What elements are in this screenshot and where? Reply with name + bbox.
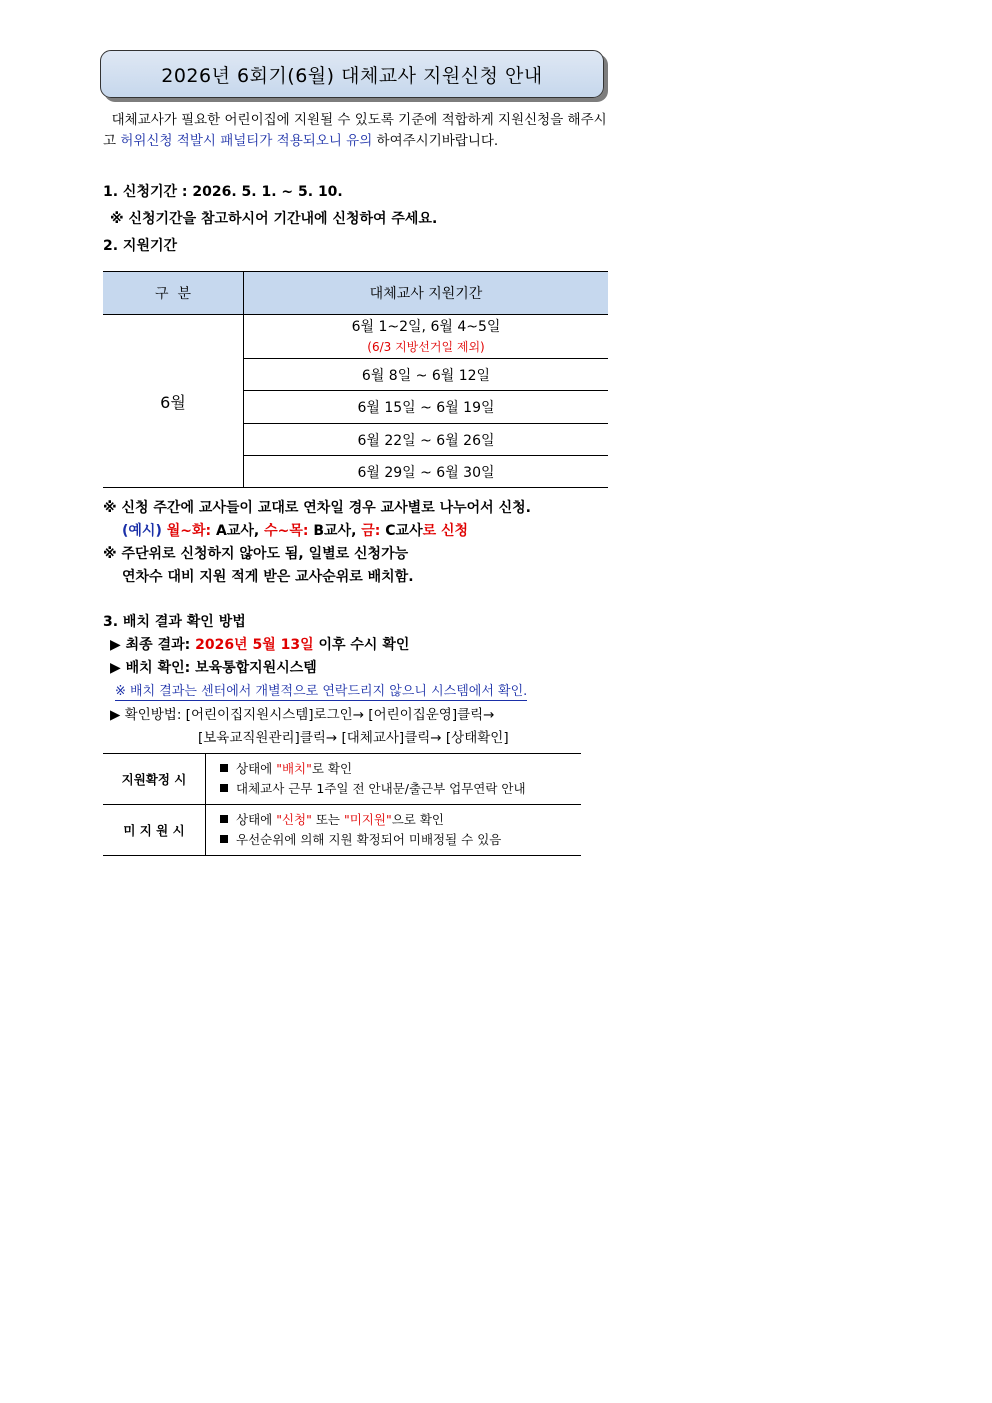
section2-heading: 2. 지원기간 <box>103 238 178 254</box>
support-period-table <box>103 271 608 488</box>
status-label-unsupported: 미 지 원 시 <box>103 805 206 856</box>
status-detail-confirmed: 상태에 "배치"로 확인 대체교사 근무 1주일 전 안내문/출근부 업무연락 안내 <box>206 754 582 805</box>
table-row <box>103 315 608 359</box>
bullet-icon <box>220 764 228 772</box>
contact-notice: ※ 배치 결과는 센터에서 개별적으로 연락드리지 않으니 시스템에서 확인. <box>115 684 528 699</box>
note-example: (예시) 월~화: A교사, 수~목: B교사, 금: C교사로 신청 <box>122 523 469 539</box>
final-result-date: 2026년 5월 13일 <box>195 637 314 653</box>
status-table <box>103 753 581 856</box>
table-header-row <box>103 272 608 315</box>
section1-note: ※ 신청기간을 참고하시어 기간내에 신청하여 주세요. <box>110 211 438 227</box>
intro-paragraph: 대체교사가 필요한 어린이집에 지원될 수 있도록 기준에 적합하게 지원신청을 해주시고 허위신청 적발시 패널티가 적용되오니 유의 하여주시기바랍니다. <box>103 112 607 149</box>
penalty-warning: 허위신청 적발시 패널티가 적용되오니 유의 <box>120 133 373 149</box>
page-title: 2026년 6회기(6월) 대체교사 지원신청 안내 <box>100 50 604 98</box>
note-priority: 연차수 대비 지원 적게 받은 교사순위로 배치함. <box>122 569 414 585</box>
status-detail-unsupported: 상태에 "신청" 또는 "미지원"으로 확인 우선순위에 의해 지원 확정되어 미배정될 수 있음 <box>206 805 582 856</box>
period-cell: 6월 1~2일, 6월 4~5일 (6/3 지방선거일 제외) <box>244 315 609 359</box>
bullet-icon <box>220 815 228 823</box>
bullet-icon <box>220 784 228 792</box>
status-label-confirmed: 지원확정 시 <box>103 754 206 805</box>
period-cell: 6월 15일 ~ 6월 19일 <box>244 391 609 424</box>
check-method-line2: [보육교직원관리]클릭→ [대체교사]클릭→ [상태확인] <box>198 730 509 746</box>
month-cell: 6월 <box>103 315 244 488</box>
section3-heading: 3. 배치 결과 확인 방법 <box>103 614 246 630</box>
table-row <box>103 805 581 856</box>
placement-system-line: ▶ 배치 확인: 보육통합지원시스템 <box>110 660 317 676</box>
check-method-line1: ▶ 확인방법: [어린이집지원시스템]로그인→ [어린이집운영]클릭→ <box>110 707 495 723</box>
period-note: (6/3 지방선거일 제외) <box>367 339 485 354</box>
period-cell: 6월 22일 ~ 6월 26일 <box>244 424 609 456</box>
period-cell: 6월 29일 ~ 6월 30일 <box>244 456 609 488</box>
table-row <box>103 754 581 805</box>
col-category-header: 구 분 <box>103 272 244 315</box>
bullet-icon <box>220 835 228 843</box>
section1-heading: 1. 신청기간 : 2026. 5. 1. ~ 5. 10. <box>103 184 343 200</box>
note-alternating: ※ 신청 주간에 교사들이 교대로 연차일 경우 교사별로 나누어서 신청. <box>103 500 531 516</box>
col-period-header: 대체교사 지원기간 <box>244 272 609 315</box>
period-cell: 6월 8일 ~ 6월 12일 <box>244 359 609 391</box>
final-result-line: ▶ 최종 결과: 2026년 5월 13일 이후 수시 확인 <box>110 637 410 653</box>
note-daily: ※ 주단위로 신청하지 않아도 됨, 일별로 신청가능 <box>103 546 409 562</box>
